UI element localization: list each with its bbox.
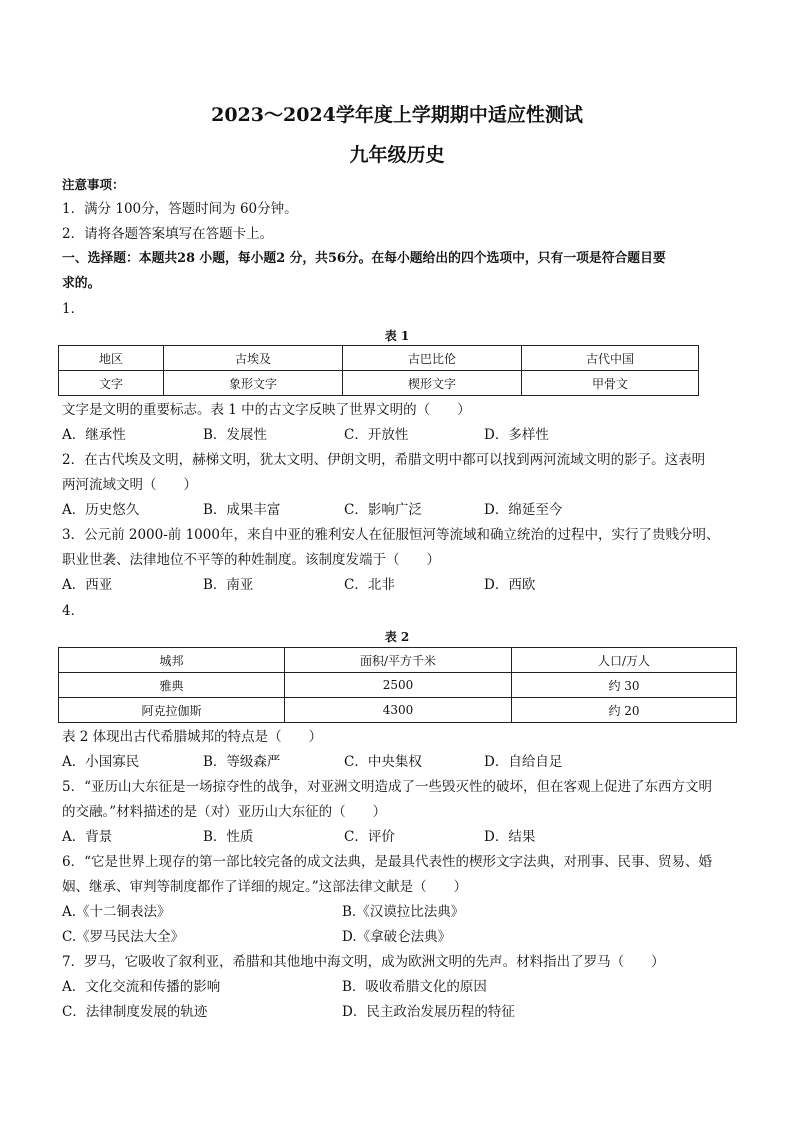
option-c: C．影响广泛 (344, 502, 422, 518)
table-cell: 约 20 (512, 698, 737, 723)
table-row (59, 648, 737, 673)
option-d: D．结果 (484, 829, 536, 845)
table-cell: 古代中国 (522, 346, 699, 371)
table-cell: 阿克拉伽斯 (59, 698, 285, 723)
table-cell: 人口/万人 (512, 648, 737, 673)
option-a: A．历史悠久 (62, 502, 140, 518)
table-caption: 表 2 (384, 630, 410, 644)
question-number: 4． (62, 603, 85, 619)
table-cell: 约 30 (512, 673, 737, 698)
table-cell: 文字 (59, 371, 164, 396)
table-row (59, 698, 737, 723)
table-cell: 城邦 (59, 648, 285, 673)
question-stem-cont: 两河流域文明（ ） (62, 477, 197, 493)
option-b: B．南亚 (203, 577, 254, 593)
option-d: D．自给自足 (484, 754, 563, 770)
table-row (59, 346, 699, 371)
option-c: C．北非 (344, 577, 395, 593)
option-b: B．性质 (203, 829, 254, 845)
option-d: D．多样性 (484, 427, 549, 443)
question-stem: 7．罗马，它吸收了叙利亚，希腊和其他地中海文明，成为欧洲文明的先声。材料指出了罗马（ ） (62, 954, 665, 970)
option-a: A．小国寡民 (62, 754, 140, 770)
table-cell: 甲骨文 (522, 371, 699, 396)
option-b: B．吸收希腊文化的原因 (342, 979, 487, 995)
note-item: 2．请将各题答案填写在答题卡上。 (62, 226, 274, 242)
table-cell: 雅典 (59, 673, 285, 698)
notes-heading: 注意事项： (62, 177, 125, 192)
table-caption: 表 1 (384, 329, 410, 343)
question-stem: 2．在古代埃及文明，赫梯文明，犹太文明、伊朗文明，希腊文明中都可以找到两河流域文明的影子。这表明 (62, 452, 706, 468)
option-b: B.《汉谟拉比法典》 (342, 904, 465, 920)
option-a: A．继承性 (62, 427, 126, 443)
exam-title: 2023～2024学年度上学期期中适应性测试 (211, 104, 583, 126)
table-row (59, 673, 737, 698)
option-d: D．绵延至今 (484, 502, 563, 518)
option-a: A.《十二铜表法》 (62, 904, 171, 920)
option-a: A．西亚 (62, 577, 113, 593)
section-heading-cont: 求的。 (62, 276, 101, 291)
option-d: D．西欧 (484, 577, 536, 593)
option-d: D.《拿破仑法典》 (342, 929, 452, 945)
option-b: B．成果丰富 (203, 502, 281, 518)
table-cell: 面积/平方千米 (285, 648, 512, 673)
table-cell: 象形文字 (164, 371, 343, 396)
option-a: A．背景 (62, 829, 113, 845)
table-cell: 4300 (285, 698, 512, 723)
section-heading: 一、选择题：本题共28 小题，每小题2 分，共56分。在每小题给出的四个选项中，只有一项是符合题目要 (62, 251, 666, 266)
table-cell: 古巴比伦 (343, 346, 522, 371)
question-stem-cont: 职业世袭、法律地位不平等的种姓制度。该制度发端于（ ） (62, 552, 440, 568)
table-row (59, 371, 699, 396)
option-c: C.《罗马民法大全》 (62, 929, 185, 945)
script-table (58, 345, 699, 396)
option-b: B．发展性 (203, 427, 267, 443)
question-stem-cont: 姻、继承、审判等制度都作了详细的规定。”这部法律文献是（ ） (62, 879, 468, 895)
question-stem-cont: 的交融。”材料描述的是（对）亚历山大东征的（ ） (62, 804, 387, 820)
question-stem: 表 2 体现出古代希腊城邦的特点是（ ） (62, 729, 323, 745)
option-a: A．文化交流和传播的影响 (62, 979, 221, 995)
table-cell: 地区 (59, 346, 164, 371)
note-item: 1．满分 100分，答题时间为 60分钟。 (62, 201, 298, 217)
question-number: 1． (62, 301, 85, 317)
table-cell: 楔形文字 (343, 371, 522, 396)
option-c: C．开放性 (344, 427, 409, 443)
table-cell: 古埃及 (164, 346, 343, 371)
city-state-table (58, 647, 737, 723)
option-b: B．等级森严 (203, 754, 281, 770)
option-c: C．法律制度发展的轨迹 (62, 1004, 208, 1020)
question-stem: 6．“它是世界上现存的第一部比较完备的成文法典，是最具代表性的楔形文字法典，对刑事、民事、贸易、婚 (62, 854, 712, 870)
table-cell: 2500 (285, 673, 512, 698)
option-c: C．评价 (344, 829, 395, 845)
question-stem: 5．“亚历山大东征是一场掠夺性的战争，对亚洲文明造成了一些毁灭性的破坏，但在客观上促进了东西方文明 (62, 779, 712, 795)
exam-subtitle: 九年级历史 (349, 144, 445, 166)
question-stem: 文字是文明的重要标志。表 1 中的古文字反映了世界文明的（ ） (62, 402, 471, 418)
option-d: D．民主政治发展历程的特征 (342, 1004, 515, 1020)
option-c: C．中央集权 (344, 754, 422, 770)
question-stem: 3．公元前 2000-前 1000年，来自中亚的雅利安人在征服恒河等流域和确立统治的过程中，实行了贵贱分明、 (62, 527, 720, 543)
